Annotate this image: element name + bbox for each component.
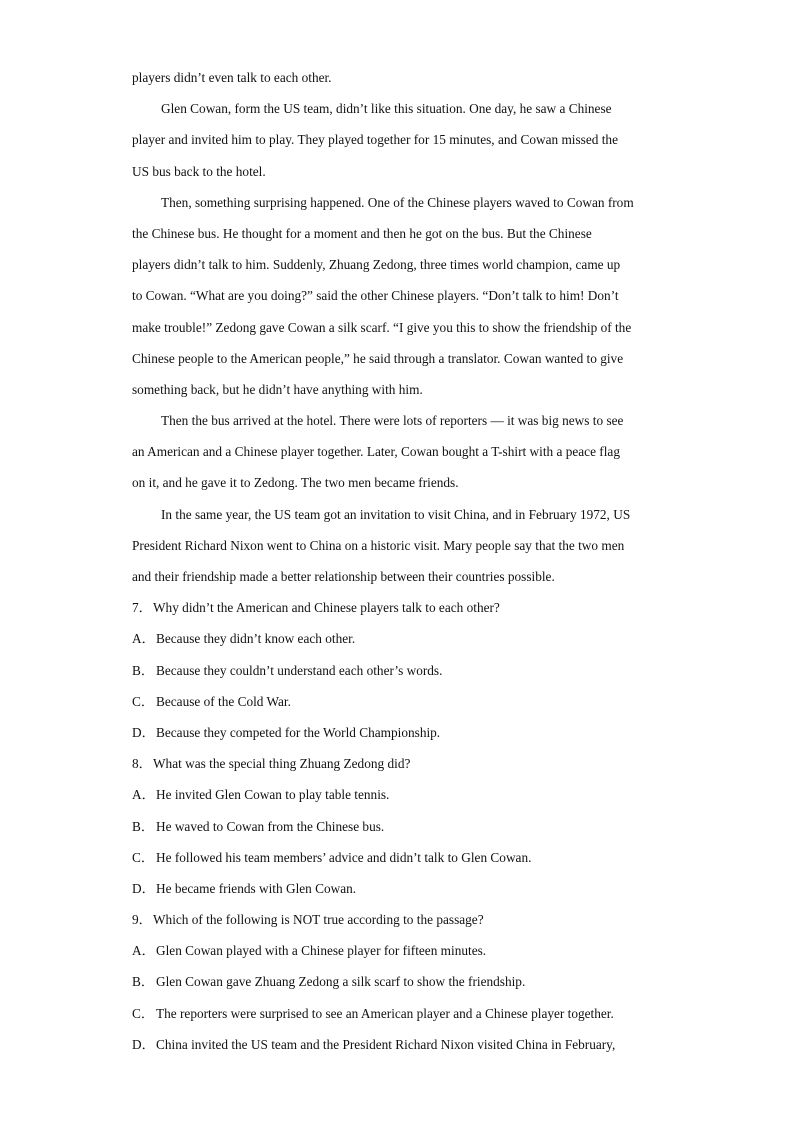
- text-line: Glen Cowan, form the US team, didn’t like this situation. One day, he saw a Chinese: [161, 101, 612, 117]
- option-letter: A．: [132, 631, 155, 647]
- option-letter: D．: [132, 724, 155, 740]
- question-number: 8．: [132, 756, 152, 772]
- text-line: Chinese people to the American people,” he said through a translator. Cowan wanted to give: [132, 350, 624, 366]
- text-line: an American and a Chinese player together. Later, Cowan bought a T-shirt with a peace flag: [132, 444, 620, 460]
- answer-option[interactable]: [132, 842, 662, 873]
- option-text: The reporters were surprised to see an American player and a Chinese player together.: [156, 1005, 614, 1021]
- answer-option[interactable]: [132, 1029, 662, 1060]
- answer-option[interactable]: [132, 686, 662, 717]
- text-line: players didn’t talk to him. Suddenly, Zhuang Zedong, three times world champion, came up: [132, 257, 621, 273]
- option-letter: B．: [132, 662, 155, 678]
- answer-option[interactable]: [132, 935, 662, 966]
- option-text: He followed his team members’ advice and didn’t talk to Glen Cowan.: [156, 849, 532, 865]
- answer-option[interactable]: [132, 811, 662, 842]
- text-line: something back, but he didn’t have anything with him.: [132, 381, 423, 397]
- text-line: Then the bus arrived at the hotel. There were lots of reporters — it was big news to see: [161, 413, 624, 429]
- question-text: Why didn’t the American and Chinese players talk to each other?: [153, 600, 500, 616]
- paragraph-3: [132, 405, 662, 499]
- question-number: 9．: [132, 912, 152, 928]
- answer-option[interactable]: [132, 655, 662, 686]
- text-line: players didn’t even talk to each other.: [132, 70, 332, 85]
- option-text: Because of the Cold War.: [156, 693, 291, 709]
- text-line: President Richard Nixon went to China on a historic visit. Mary people say that the two men: [132, 537, 625, 553]
- document-page: [132, 62, 662, 1060]
- option-letter: C．: [132, 1005, 155, 1021]
- option-text: China invited the US team and the President Richard Nixon visited China in February,: [156, 1036, 616, 1052]
- option-text: He waved to Cowan from the Chinese bus.: [156, 818, 385, 834]
- option-text: Because they didn’t know each other.: [156, 631, 356, 647]
- text-line: US bus back to the hotel.: [132, 163, 266, 179]
- question-text: Which of the following is NOT true according to the passage?: [153, 912, 484, 928]
- question-stem: [132, 592, 662, 623]
- answer-option[interactable]: [132, 717, 662, 748]
- answer-option[interactable]: [132, 873, 662, 904]
- question-number: 7．: [132, 600, 152, 616]
- question-8: [132, 748, 662, 904]
- option-text: Because they couldn’t understand each other’s words.: [156, 662, 443, 678]
- paragraph-0: [132, 62, 662, 93]
- option-letter: D．: [132, 1036, 155, 1052]
- option-letter: B．: [132, 974, 155, 990]
- option-letter: D．: [132, 880, 155, 896]
- question-7: [132, 592, 662, 748]
- question-text: What was the special thing Zhuang Zedong did?: [153, 756, 411, 772]
- text-line: to Cowan. “What are you doing?” said the other Chinese players. “Don’t talk to him! Don’t: [132, 288, 619, 304]
- text-line: In the same year, the US team got an invitation to visit China, and in February 1972, US: [161, 506, 631, 522]
- option-text: He invited Glen Cowan to play table tennis.: [156, 787, 390, 803]
- option-letter: A．: [132, 787, 155, 803]
- option-text: He became friends with Glen Cowan.: [156, 880, 357, 896]
- answer-option[interactable]: [132, 966, 662, 997]
- paragraph-4: [132, 499, 662, 593]
- option-text: Because they competed for the World Championship.: [156, 724, 441, 740]
- answer-option[interactable]: [132, 779, 662, 810]
- text-line: Then, something surprising happened. One of the Chinese players waved to Cowan from: [161, 194, 634, 210]
- passage: [132, 62, 662, 592]
- text-line: on it, and he gave it to Zedong. The two men became friends.: [132, 475, 459, 491]
- option-text: Glen Cowan played with a Chinese player for fifteen minutes.: [156, 943, 487, 959]
- text-line: the Chinese bus. He thought for a moment and then he got on the bus. But the Chinese: [132, 225, 592, 241]
- paragraph-1: [132, 93, 662, 187]
- answer-option[interactable]: [132, 998, 662, 1029]
- answer-option[interactable]: [132, 623, 662, 654]
- text-line: player and invited him to play. They played together for 15 minutes, and Cowan missed the: [132, 132, 618, 148]
- paragraph-2: [132, 187, 662, 405]
- option-text: Glen Cowan gave Zhuang Zedong a silk scarf to show the friendship.: [156, 974, 526, 990]
- option-letter: C．: [132, 849, 155, 865]
- question-stem: [132, 904, 662, 935]
- question-stem: [132, 748, 662, 779]
- text-line: make trouble!” Zedong gave Cowan a silk scarf. “I give you this to show the friendship of the: [132, 319, 632, 335]
- option-letter: A．: [132, 943, 155, 959]
- question-list: [132, 592, 662, 1060]
- question-9: [132, 904, 662, 1060]
- option-letter: C．: [132, 693, 155, 709]
- option-letter: B．: [132, 818, 155, 834]
- text-line: and their friendship made a better relationship between their countries possible.: [132, 569, 555, 584]
